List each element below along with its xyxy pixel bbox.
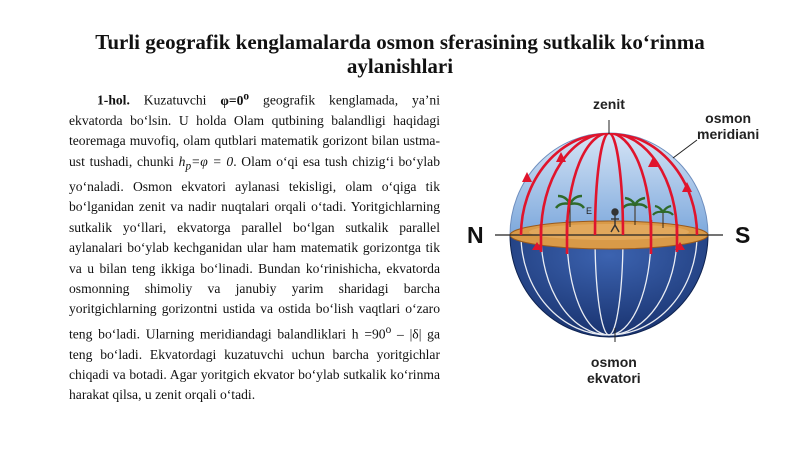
- meridian-pointer: [673, 140, 697, 158]
- text-segment-2: geografik kenglamada, ya’ni ekvatorda bo‘lsin. U holda Olam qutbining balandligi haqidagi teoremaga muvofiq, olam qutblari matematik gorizont bilan ustma-ust tushadi, chunki: [69, 92, 440, 169]
- delta-abs: |δ|: [409, 326, 422, 342]
- phi-value: φ=0: [220, 92, 244, 108]
- celestial-sphere-figure: [465, 92, 785, 392]
- formula-subscript: p: [185, 160, 192, 173]
- label-osmon-bottom: osmon: [590, 354, 637, 370]
- minus-sign: –: [391, 326, 410, 342]
- upper-hemisphere: [510, 133, 708, 235]
- label-east: E: [586, 206, 593, 216]
- text-segment-1: Kuzatuvchi: [129, 92, 221, 108]
- label-osmon-meridiani: [697, 110, 759, 142]
- formula-rest: =φ = 0: [191, 153, 234, 169]
- text-segment-3: . Olam o‘qi esa tush chizig‘i bo‘ylab yo‘naladi. Osmon ekvatori aylanasi tekisligi, olam o‘qiga tik bo‘lganidan zenit va nadir nuqtalari orqali o‘tadi. Yoritgichlarning sutkalik yo‘llari, ekvatorga parallel bo‘lgan sutkalik parallel aylanalari bo‘ylab kechganidan ular ham matematik gorizontga tik va u bilan teng ikkiga bo‘linadi. Bundan ko‘rinishicha, ekvatorda osmonning shimoliy va janubiy yarim sharidagi barcha yoritgichlarning gorizontni ustida va ostida bo‘lish vaqtlari o‘zaro teng bo‘ladi. Ularning meridiandagi balandliklari h =90: [69, 153, 440, 342]
- label-south: S: [735, 222, 751, 248]
- page-title: Turli geografik kenglamalarda osmon sferasining sutkalik ko‘rinma aylanishlari: [95, 30, 705, 78]
- degree-sign-2: o: [385, 323, 392, 336]
- formula: [178, 153, 234, 173]
- degree-sign: o: [243, 90, 250, 102]
- phi-equation: [220, 90, 250, 108]
- body-paragraph: [69, 86, 440, 406]
- label-osmon-top: osmon: [705, 110, 752, 126]
- label-zenit: zenit: [593, 96, 625, 112]
- text-segment-4: ga teng bo‘ladi. Ekvatordagi kuzatuvchi uchun barcha yoritgichlar chiqadi va botadi. Agar yoritgich ekvator bo‘ylab sutkalik ko‘rinma harakat qilsa, u zenit orqali o‘tadi.: [69, 326, 440, 403]
- case-label: 1-hol.: [97, 92, 130, 108]
- label-north: N: [467, 222, 484, 248]
- formula-h: h: [178, 153, 186, 169]
- label-ekvatori: ekvatori: [587, 370, 641, 386]
- label-meridiani: meridiani: [697, 126, 760, 142]
- label-osmon-ekvatori: [587, 354, 641, 386]
